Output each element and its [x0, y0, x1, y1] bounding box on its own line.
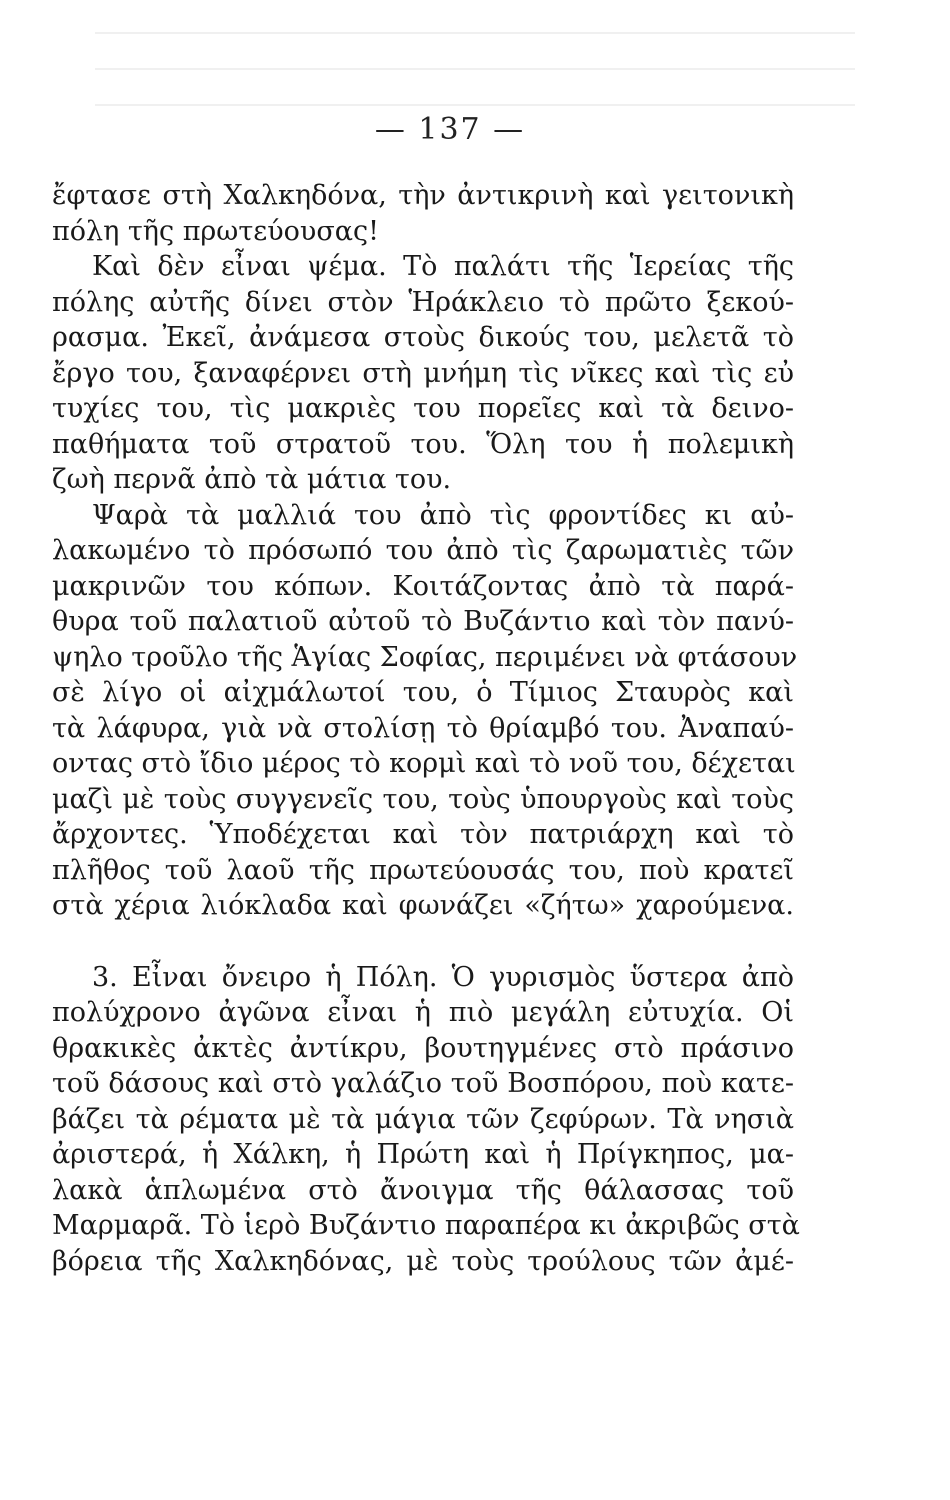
text-line: Καὶ δὲν εἶναι ψέμα. Τὸ παλάτι τῆς Ἱερείας τῆς: [92, 251, 794, 282]
text-line: Ψαρὰ τὰ μαλλιά του ἀπὸ τὶς φροντίδες κι αὐ-: [92, 499, 794, 531]
text-line: ρασμα. Ἐκεῖ, ἀνάμεσα στοὺς δικούς του, μελετᾶ τὸ: [52, 322, 794, 353]
text-line: παθήματα τοῦ στρατοῦ του. Ὅλη του ἡ πολεμικὴ: [52, 428, 794, 460]
page-number: — 137 —: [374, 112, 526, 147]
text-line: ἔργο του, ξαναφέρνει στὴ μνήμη τὶς νῖκες καὶ τὶς εὐ: [52, 357, 794, 389]
text-line: 3. Εἶναι ὄνειρο ἡ Πόλη. Ὁ γυρισμὸς ὕστερα ἀπὸ: [92, 961, 794, 993]
text-line: οντας στὸ ἴδιο μέρος τὸ κορμὶ καὶ τὸ νοῦ του, δέχεται: [52, 748, 796, 779]
text-line: Μαρμαρᾶ. Τὸ ἱερὸ Βυζάντιο παραπέρα κι ἀκριβῶς στὰ: [52, 1210, 800, 1241]
text-line: στὰ χέρια λιόκλαδα καὶ φωνάζει «ζήτω» χαρούμενα.: [52, 890, 794, 921]
text-line: μαζὶ μὲ τοὺς συγγενεῖς του, τοὺς ὑπουργοὺς καὶ τοὺς: [52, 783, 794, 815]
text-line: λακὰ ἁπλωμένα στὸ ἄνοιγμα τῆς θάλασσας τοῦ: [52, 1174, 794, 1206]
text-line: λακωμένο τὸ πρόσωπό του ἀπὸ τὶς ζαρωματιὲς τῶν: [52, 535, 794, 566]
text-line: βόρεια τῆς Χαλκηδόνας, μὲ τοὺς τρούλους τῶν ἀμέ-: [52, 1245, 794, 1277]
text-line: βάζει τὰ ρέματα μὲ τὰ μάγια τῶν ζεφύρων. Τὰ νησιὰ: [52, 1103, 794, 1135]
text-line: τοῦ δάσους καὶ στὸ γαλάζιο τοῦ Βοσπόρου, ποὺ κατε-: [52, 1068, 794, 1099]
text-line: πολύχρονο ἀγῶνα εἶναι ἡ πιὸ μεγάλη εὐτυχία. Οἱ: [52, 997, 794, 1028]
text-line: ζωὴ περνᾶ ἀπὸ τὰ μάτια του.: [52, 464, 452, 495]
text-line: σὲ λίγο οἱ αἰχμάλωτοί του, ὁ Τίμιος Σταυρὸς καὶ: [52, 677, 794, 708]
text-line: θρακικὲς ἀκτὲς ἀντίκρυ, βουτηγμένες στὸ πράσινο: [52, 1032, 794, 1064]
text-line: ἀριστερά, ἡ Χάλκη, ἡ Πρώτη καὶ ἡ Πρίγκηπος, μα-: [52, 1139, 794, 1170]
text-line: ἄρχοντες. Ὑποδέχεται καὶ τὸν πατριάρχη καὶ τὸ: [52, 819, 794, 850]
text-line: πόλης αὐτῆς δίνει στὸν Ἡράκλειο τὸ πρῶτο ξεκού-: [52, 286, 794, 318]
text-line: τυχίες του, τὶς μακριὲς του πορεῖες καὶ τὰ δεινο-: [52, 393, 794, 424]
text-line: ψηλο τροῦλο τῆς Ἁγίας Σοφίας, περιμένει νὰ φτάσουν: [52, 641, 798, 673]
text-line: πόλη τῆς πρωτεύουσας!: [52, 215, 379, 247]
section-gap: [52, 924, 794, 960]
text-line: θυρα τοῦ παλατιοῦ αὐτοῦ τὸ Βυζάντιο καὶ τὸν πανύ-: [52, 606, 794, 637]
body-text: [52, 178, 800, 1279]
text-line: τὰ λάφυρα, γιὰ νὰ στολίσῃ τὸ θρίαμβό του. Ἀναπαύ-: [52, 712, 794, 744]
text-line: πλῆθος τοῦ λαοῦ τῆς πρωτεύουσάς του, ποὺ κρατεῖ: [52, 854, 794, 886]
text-line: μακρινῶν του κόπων. Κοιτάζοντας ἀπὸ τὰ παρά-: [52, 570, 794, 602]
text-line: ἔφτασε στὴ Χαλκηδόνα, τὴν ἀντικρινὴ καὶ γειτονικὴ: [52, 180, 794, 211]
